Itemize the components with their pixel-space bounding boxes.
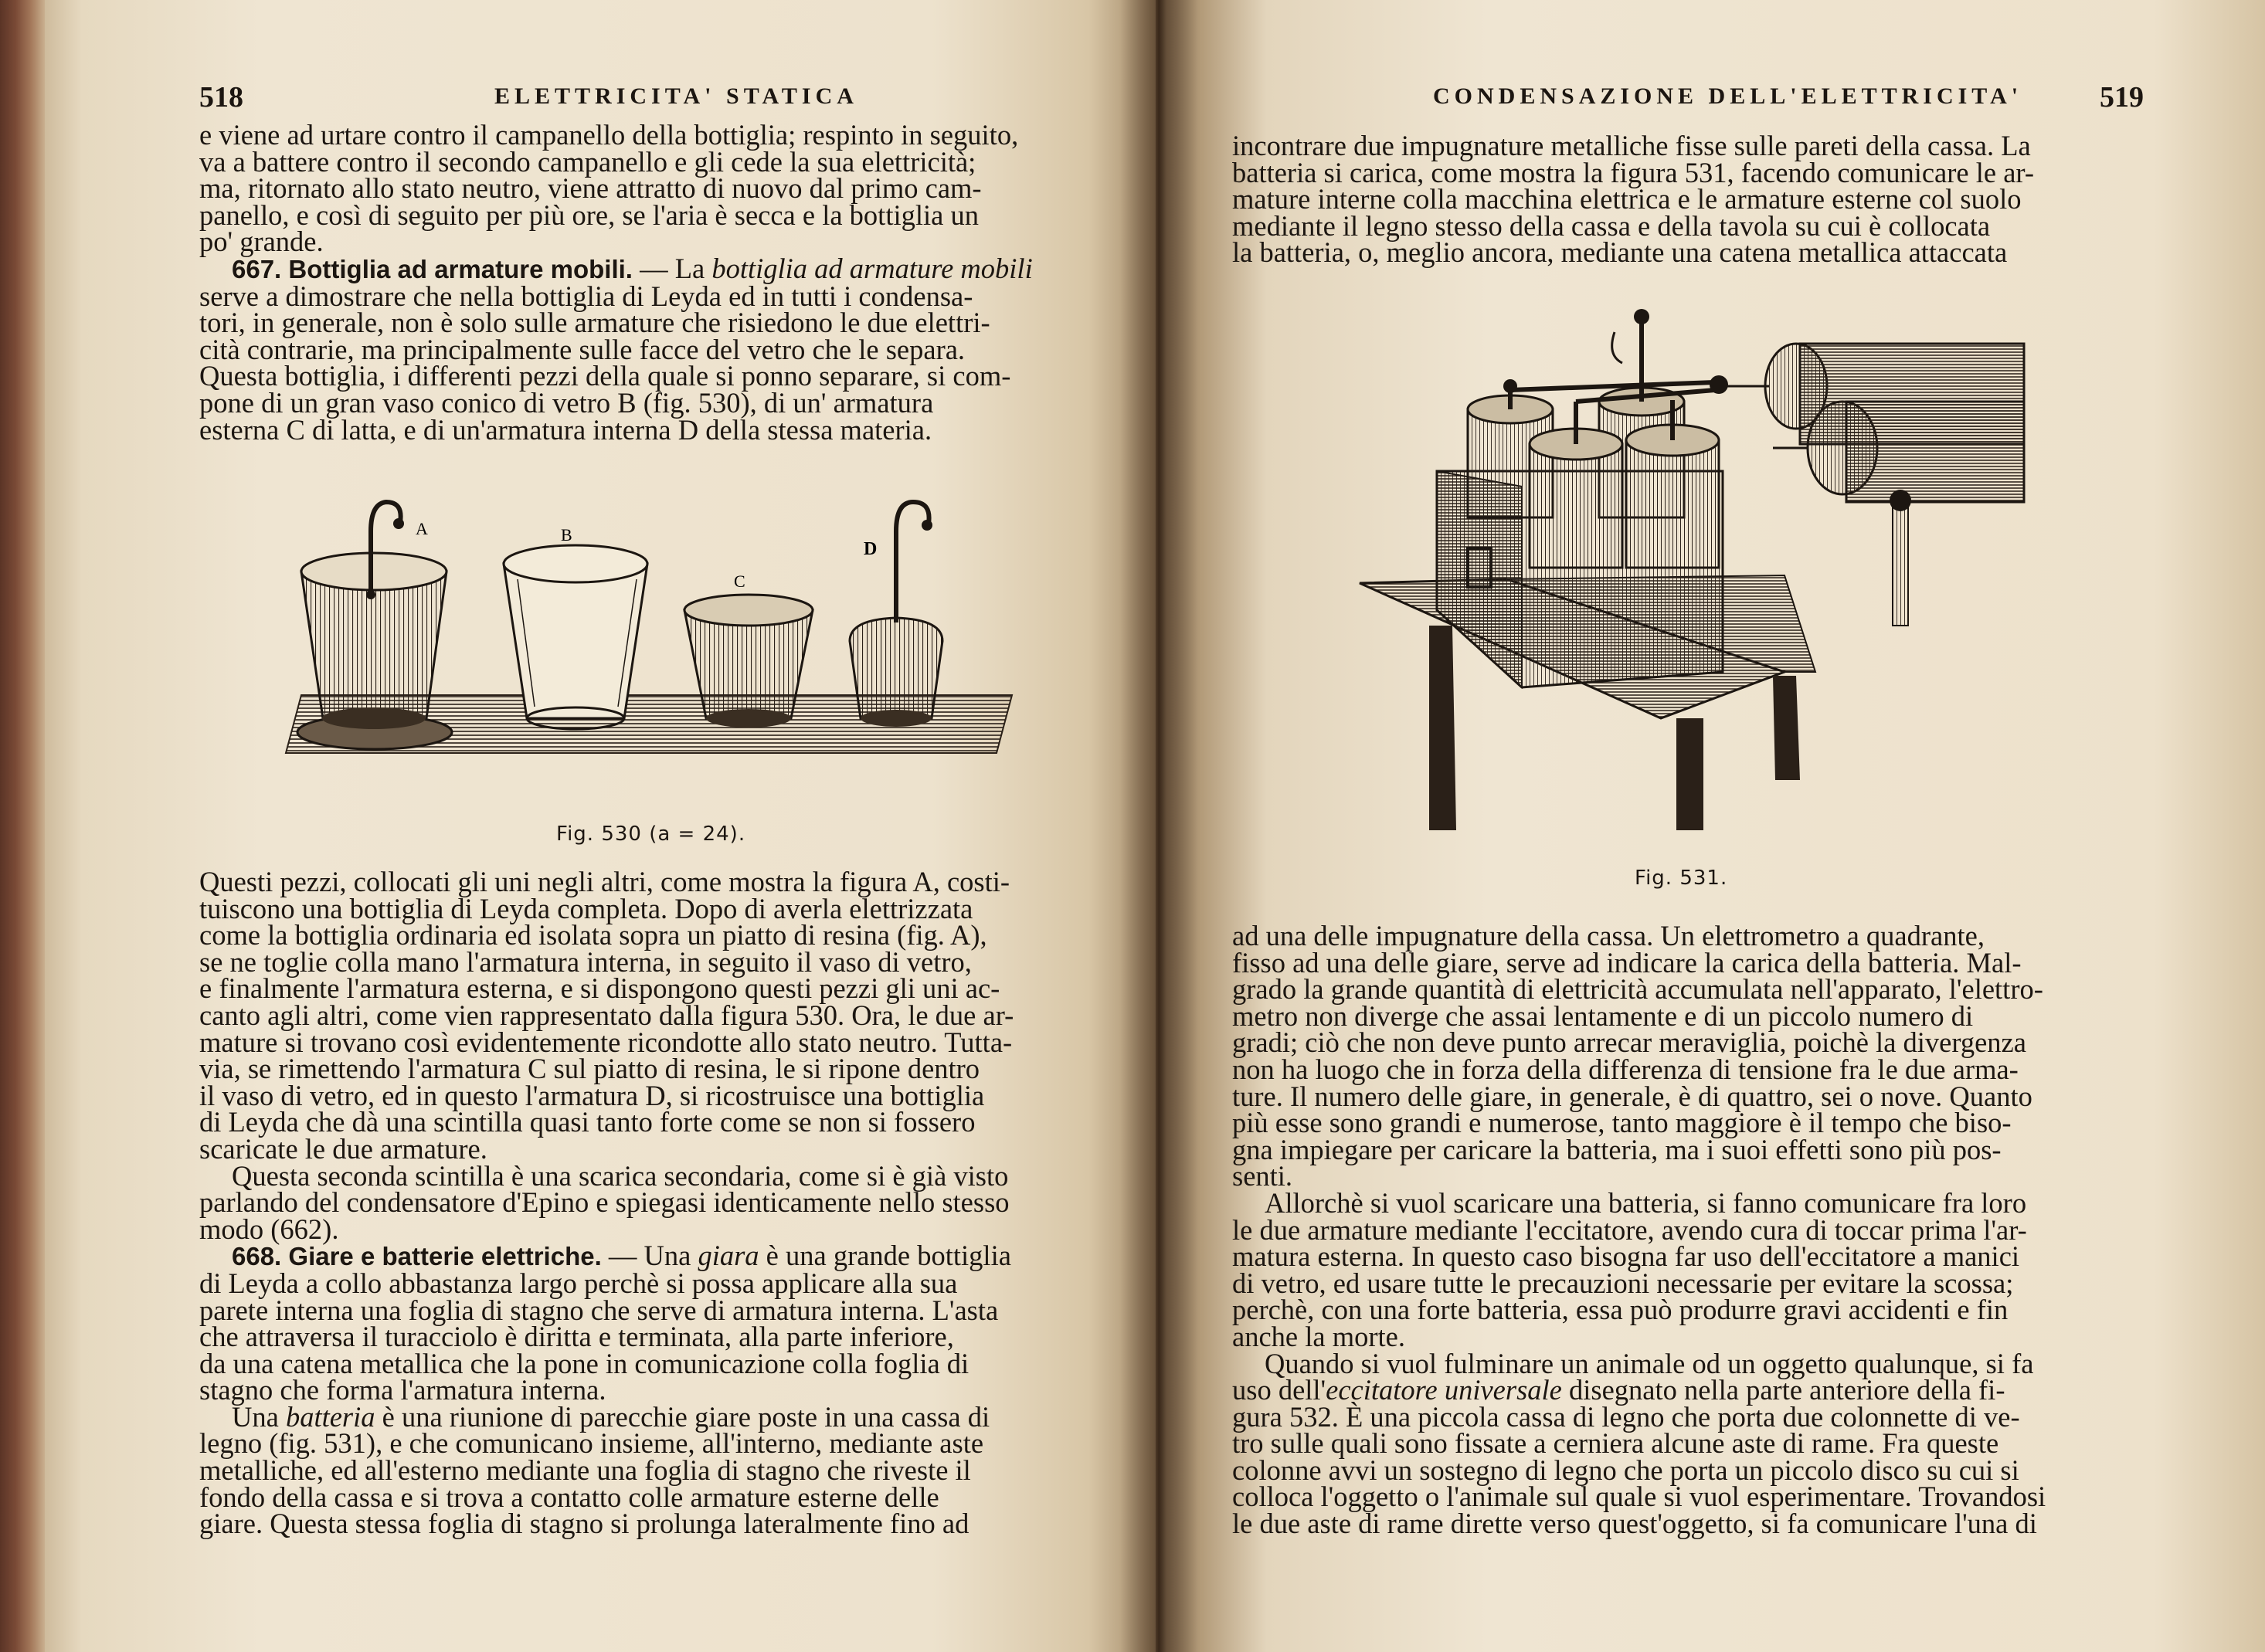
right-text-bottom [1232, 920, 2138, 1540]
exciter-line [1232, 1374, 2138, 1406]
right-running-header: CONDENSAZIONE DELL'ELETTRICITA' [1433, 83, 2023, 109]
dash: — La [632, 252, 712, 284]
text-line: stagno che forma l'armatura interna. [199, 1374, 606, 1406]
text-line: le due armature mediante l'eccitatore, avendo cura di toccar prima l'ar- [1232, 1213, 2027, 1246]
text-line: cità contrarie, ma principalmente sulle facce del vetro che le separa. [199, 333, 966, 365]
text-line: giare. Questa stessa foglia di stagno si prolunga lateralmente fino ad [199, 1508, 970, 1540]
text-line: gura 532. È una piccola cassa di legno che porta due colonnette di ve- [1232, 1400, 2020, 1433]
italic-term: batteria [285, 1400, 375, 1433]
text-line: se ne toglie colla mano l'armatura interna, in seguito il vaso di vetro, [199, 945, 972, 978]
text-line: via, se rimettendo l'armatura C sul piatto di resina, le si ripone dentro [199, 1053, 980, 1085]
left-running-header: ELETTRICITA' STATICA [494, 83, 858, 109]
text-line: le due aste di rame dirette verso quest'oggetto, si fa comunicare l'una di [1232, 1508, 2037, 1540]
text-line: pone di un gran vaso conico di vetro B (fig. 530), di un' armatura [199, 386, 934, 419]
text-line: tori, in generale, non è solo sulle armature che risiedono le due elettri- [199, 307, 990, 339]
text-line: batteria si carica, come mostra la figura 531, facendo comunicare le ar- [1232, 156, 2034, 188]
text-line: Questa seconda scintilla è una scarica secondaria, come si è già visto [232, 1159, 1009, 1192]
text-line: la batteria, o, meglio ancora, mediante una catena metallica attaccata [1232, 236, 2008, 269]
dash: — Una [601, 1240, 698, 1272]
figure-531-caption: Fig. 531. [1635, 867, 1728, 890]
text-line: fisso ad una delle giare, serve ad indicare la carica della batteria. Mal- [1232, 946, 2022, 979]
figure-label-b: B [561, 525, 572, 544]
text-line: matura esterna. In questo caso bisogna far uso dell'eccitatore a manici [1232, 1240, 2020, 1273]
text-line: grado la grande quantità di elettricità accumulata nell'apparato, l'elettro- [1232, 973, 2043, 1006]
text-line: ture. Il numero delle giare, in generale, è di quattro, sei o nove. Quanto [1232, 1080, 2032, 1112]
battery-paragraph-start [199, 1400, 1111, 1433]
text-line: metro non diverge che assai lentamente e di un piccolo numero di [1232, 999, 1974, 1032]
italic-term: giara [698, 1240, 759, 1272]
text-span: Una [232, 1400, 286, 1433]
text-line: Allorchè si vuol scaricare una batteria, si fanno comunicare fra loro [1265, 1186, 2027, 1219]
text-line: tro sulle quali sono fissate a cerniera alcune aste di rame. Fra queste [1232, 1427, 1999, 1460]
text-line: perchè, con una forte batteria, essa può produrre gravi accidenti e fin [1232, 1294, 2009, 1326]
text-line: scaricate le due armature. [199, 1132, 487, 1165]
text-line: senti. [1232, 1160, 1293, 1192]
text-line: più esse sono grandi e numerose, tanto maggiore è il tempo che biso- [1232, 1107, 2012, 1139]
text-line: non ha luogo che in forza della differenza di tensione fra le due arma- [1232, 1053, 2019, 1085]
book-cover-edge [0, 0, 45, 1652]
text-span: è una riunione di parecchie giare poste in una cassa di [375, 1400, 990, 1433]
text-span: è una grande bottiglia [759, 1240, 1011, 1272]
text-line: canto agli altri, come vien rappresentato dalla figura 530. Ora, le due ar- [199, 999, 1014, 1031]
text-line: po' grande. [199, 226, 324, 258]
text-line: gna impiegare per caricare la batteria, ma i suoi effetti sono più pos- [1232, 1133, 2002, 1165]
text-line: il vaso di vetro, ed in questo l'armatura D, si ricostruisce una bottiglia [199, 1079, 985, 1111]
text-line: modo (662). [199, 1213, 339, 1245]
figure-530-caption: Fig. 530 (a = 24). [556, 823, 746, 846]
figure-label-d: D [864, 539, 878, 559]
section-668-heading [199, 1240, 1111, 1272]
text-line: come la bottiglia ordinaria ed isolata sopra un piatto di resina (fig. A), [199, 919, 987, 952]
text-line: serve a dimostrare che nella bottiglia di Leyda ed in tutti i condensa- [199, 280, 973, 312]
book-gutter [1120, 0, 1197, 1652]
text-line: incontrare due impugnature metalliche fisse sulle pareti della cassa. La [1232, 130, 2031, 161]
text-line: esterna C di latta, e di un'armatura interna D della stessa materia. [199, 413, 932, 446]
left-page-number: 518 [199, 81, 243, 114]
figure-531-illustration [1352, 286, 2032, 842]
text-line: e viene ad urtare contro il campanello della bottiglia; respinto in seguito, [199, 119, 1019, 151]
right-page-number: 519 [2100, 81, 2144, 114]
figure-label-a: A [416, 519, 428, 538]
text-line: da una catena metallica che la pone in comunicazione colla foglia di [199, 1347, 970, 1379]
text-line: colonne avvi un sostegno di legno che porta un piccolo disco su cui si [1232, 1454, 2019, 1486]
left-text-bottom [199, 866, 1111, 1540]
text-line: parete interna una foglia di stagno che serve di armatura interna. L'asta [199, 1294, 999, 1326]
text-line: parlando del condensatore d'Epino e spiegasi identicamente nello stesso [199, 1186, 1010, 1219]
figure-label-c: C [734, 572, 745, 591]
section-667-title: 667. Bottiglia ad armature mobili. [232, 254, 633, 283]
italic-term: bottiglia ad armature mobili [711, 252, 1033, 284]
left-text-top [199, 119, 1111, 446]
text-line: tuiscono una bottiglia di Leyda completa. Dopo di averla elettrizzata [199, 892, 973, 924]
text-line: anche la morte. [1232, 1320, 1405, 1352]
right-text-top [1232, 130, 2138, 269]
text-line: panello, e così di seguito per più ore, se l'aria è secca e la bottiglia un [199, 198, 979, 231]
text-line: va a battere contro il secondo campanello e gli cede la sua elettricità; [199, 145, 976, 178]
text-line: ad una delle impugnature della cassa. Un elettrometro a quadrante, [1232, 920, 1985, 952]
text-line: di Leyda che dà una scintilla quasi tanto forte come se non si fossero [199, 1106, 976, 1138]
text-line: mediante il legno stesso della cassa e della tavola su cui è collocata [1232, 209, 1991, 242]
text-line: di Leyda a collo abbastanza largo perchè si possa applicare alla sua [199, 1267, 958, 1299]
text-line: metalliche, ed all'esterno mediante una foglia di stagno che riveste il [199, 1454, 971, 1487]
text-line: ma, ritornato allo stato neutro, viene attratto di nuovo dal primo cam- [199, 172, 982, 205]
text-line: Quando si vuol fulminare un animale od un oggetto qualunque, si fa [1265, 1347, 2034, 1379]
figure-530-illustration [255, 487, 1027, 780]
text-line: gradi; ciò che non deve punto arrecar meraviglia, poichè la divergenza [1232, 1026, 2026, 1059]
text-line: mature si trovano così evidentemente ricondotte allo stato neutro. Tutta- [199, 1026, 1013, 1058]
text-span: disegnato nella parte anteriore della fi- [1561, 1374, 2005, 1406]
text-line: Questi pezzi, collocati gli uni negli altri, come mostra la figura A, costi- [199, 866, 1010, 897]
text-line: mature interne colla macchina elettrica e le armature esterne col suolo [1232, 183, 2022, 215]
text-line: colloca l'oggetto o l'animale sul quale si vuol esperimentare. Trovandosi [1232, 1481, 2046, 1513]
italic-term: eccitatore universale [1326, 1374, 1562, 1406]
text-line: legno (fig. 531), e che comunicano insieme, all'interno, mediante aste [199, 1427, 984, 1460]
section-668-title: 668. Giare e batterie elettriche. [232, 1242, 602, 1271]
text-line: e finalmente l'armatura esterna, e si dispongono questi pezzi gli uni ac- [199, 972, 1000, 1005]
text-line: di vetro, ed usare tutte le precauzioni necessarie per evitare la scossa; [1232, 1267, 2014, 1299]
text-line: che attraversa il turacciolo è diritta e terminata, alla parte inferiore, [199, 1321, 954, 1353]
text-line: fondo della cassa e si trova a contatto colle armature esterne delle [199, 1481, 939, 1513]
section-667-heading [199, 252, 1111, 284]
text-line: Questa bottiglia, i differenti pezzi della quale si ponno separare, si com- [199, 360, 1011, 392]
text-span: uso dell' [1232, 1374, 1326, 1406]
